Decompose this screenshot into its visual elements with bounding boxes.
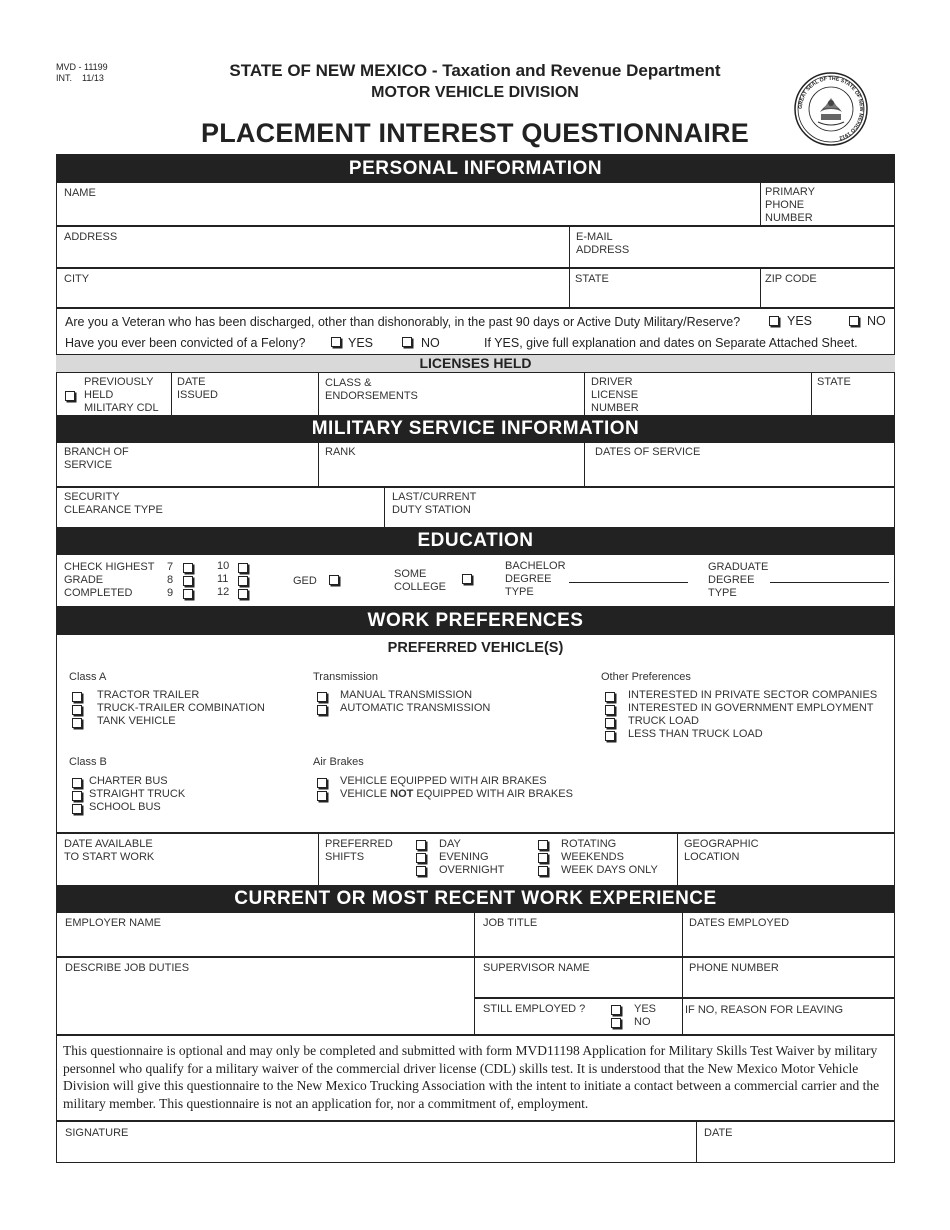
shift-weekends-checkbox[interactable] [538,853,548,863]
prev-held-cdl-checkbox[interactable] [65,391,75,401]
felony-question: Have you ever been convicted of a Felony? [65,336,306,350]
form-revision: INT. 11/13 [56,73,104,83]
disclaimer-text: This questionnaire is optional and may only be completed and submitted with form MVD11198 Application for Military Skills Test Waiver by military personnel who qualify for a military waiver of the commercial driver license (CDL) skills test. It is understood that the New Mexico Motor Vehicle Division will give this questionnaire to the New Mexico Trucking Association with the intent to initiate a contact between a commercial carrier and the military member. This questionnaire is not an application for, nor a commitment of, employment. [63,1043,880,1111]
page-title: PLACEMENT INTEREST QUESTIONNAIRE [201,118,749,148]
other-preferences-label: Other Preferences [601,671,691,683]
air-brakes-options: VEHICLE EQUIPPED WITH AIR BRAKES VEHICLE NOT EQUIPPED WITH AIR BRAKES [340,775,573,800]
preferred-vehicles-heading: PREFERRED VEHICLE(S) [387,640,564,656]
air-brakes-not-equipped-checkbox[interactable] [317,791,327,801]
rank-label: RANK [325,446,356,458]
class-a-options: TRACTOR TRAILER TRUCK-TRAILER COMBINATION TANK VEHICLE [97,689,265,727]
dates-of-service-label: DATES OF SERVICE [595,446,701,458]
transmission-options: MANUAL TRANSMISSION AUTOMATIC TRANSMISSION [340,689,491,714]
grade-10-checkbox[interactable] [238,563,248,573]
still-employed-options: YES NO [634,1003,657,1028]
air-brakes-equipped-checkbox[interactable] [317,778,327,788]
primary-phone-label: PRIMARY PHONE NUMBER [765,186,815,224]
felony-no-label: NO [421,336,440,350]
form-id [56,62,108,84]
branch-of-service-label: BRANCH OF SERVICE [64,446,129,471]
grade-7-checkbox[interactable] [183,563,193,573]
felony-note: If YES, give full explanation and dates on Separate Attached Sheet. [484,336,858,350]
some-college-checkbox[interactable] [462,574,472,584]
signature-label: SIGNATURE [65,1127,129,1139]
veteran-no-label: NO [867,314,886,328]
bachelor-degree-field[interactable] [569,582,688,583]
state-seal-logo [794,72,868,146]
class-b-label: Class B [69,756,107,768]
grades-col-2: 10 11 12 [217,560,230,598]
truck-load-checkbox[interactable] [605,718,615,728]
zip-code-label: ZIP CODE [765,273,817,285]
still-employed-label: STILL EMPLOYED ? [483,1003,586,1015]
city-label: CITY [64,273,90,285]
automatic-transmission-checkbox[interactable] [317,705,327,715]
class-endorsements-label: CLASS & ENDORSEMENTS [325,377,418,402]
security-clearance-label: SECURITY CLEARANCE TYPE [64,491,163,516]
tractor-trailer-checkbox[interactable] [72,692,82,702]
still-employed-yes-checkbox[interactable] [611,1005,621,1015]
veteran-no-checkbox[interactable] [849,316,859,326]
charter-bus-checkbox[interactable] [72,778,82,788]
duty-station-label: LAST/CURRENT DUTY STATION [392,491,477,516]
truck-trailer-combination-checkbox[interactable] [72,705,82,715]
agency-line-1: STATE OF NEW MEXICO - Taxation and Revenue Department [229,61,721,80]
agency-line-2: MOTOR VEHICLE DIVISION [371,84,579,101]
grade-11-checkbox[interactable] [238,576,248,586]
license-state-label: STATE [817,376,851,388]
highest-grade-label: CHECK HIGHEST GRADE COMPLETED [64,561,155,599]
graduate-degree-field[interactable] [770,582,889,583]
class-b-options: CHARTER BUS STRAIGHT TRUCK SCHOOL BUS [89,775,186,813]
section-military-heading: MILITARY SERVICE INFORMATION [56,415,895,443]
prev-held-cdl-label: PREVIOUSLY HELD MILITARY CDL [84,376,159,414]
grade-8-checkbox[interactable] [183,576,193,586]
grade-9-checkbox[interactable] [183,589,193,599]
manual-transmission-checkbox[interactable] [317,692,327,702]
shift-overnight-checkbox[interactable] [416,866,426,876]
supervisor-name-label: SUPERVISOR NAME [483,962,590,974]
section-personal-heading: PERSONAL INFORMATION [56,154,895,183]
shift-day-checkbox[interactable] [416,840,426,850]
job-title-label: JOB TITLE [483,917,538,929]
less-than-truck-load-checkbox[interactable] [605,731,615,741]
date-available-label: DATE AVAILABLE TO START WORK [64,838,155,863]
employer-name-label: EMPLOYER NAME [65,917,161,929]
school-bus-checkbox[interactable] [72,804,82,814]
dates-employed-label: DATES EMPLOYED [689,917,790,929]
form-number: MVD - 11199 [56,62,108,72]
grade-12-checkbox[interactable] [238,589,248,599]
section-licenses-heading: LICENSES HELD [56,354,895,373]
shift-rotating-checkbox[interactable] [538,840,548,850]
phone-number-label: PHONE NUMBER [689,962,779,974]
veteran-question: Are you a Veteran who has been discharged, other than dishonorably, in the past 90 days or Active Duty Military/Reserve? [65,315,741,329]
job-duties-label: DESCRIBE JOB DUTIES [65,962,190,974]
section-education-heading: EDUCATION [56,527,895,555]
government-employment-checkbox[interactable] [605,705,615,715]
shifts-col-2: ROTATING WEEKENDS WEEK DAYS ONLY [561,838,658,876]
transmission-label: Transmission [313,671,378,683]
felony-yes-checkbox[interactable] [331,337,341,347]
geographic-location-label: GEOGRAPHIC LOCATION [684,838,759,863]
section-work-heading: WORK PREFERENCES [56,606,895,635]
ged-label: GED [293,575,317,587]
preferred-shifts-label: PREFERRED SHIFTS [325,838,393,863]
email-label: E-MAIL ADDRESS [576,231,630,256]
reason-for-leaving-label: IF NO, REASON FOR LEAVING [685,1004,844,1016]
ged-checkbox[interactable] [329,575,339,585]
shift-weekdays-checkbox[interactable] [538,866,548,876]
address-label: ADDRESS [64,231,118,243]
veteran-yes-checkbox[interactable] [769,316,779,326]
date-issued-label: DATE ISSUED [177,376,218,401]
straight-truck-checkbox[interactable] [72,791,82,801]
shift-evening-checkbox[interactable] [416,853,426,863]
name-label: NAME [64,187,96,199]
veteran-yes-label: YES [787,314,813,328]
some-college-label: SOME COLLEGE [394,568,446,593]
felony-yes-label: YES [348,336,374,350]
felony-no-checkbox[interactable] [402,337,412,347]
tank-vehicle-checkbox[interactable] [72,718,82,728]
section-experience-heading: CURRENT OR MOST RECENT WORK EXPERIENCE [56,885,895,913]
still-employed-no-checkbox[interactable] [611,1018,621,1028]
driver-license-number-label: DRIVER LICENSE NUMBER [591,376,639,414]
private-sector-checkbox[interactable] [605,692,615,702]
graduate-degree-label: GRADUATE DEGREE TYPE [708,561,769,599]
shifts-col-1: DAY EVENING OVERNIGHT [439,838,505,876]
signature-date-label: DATE [704,1127,733,1139]
bachelor-degree-label: BACHELOR DEGREE TYPE [505,560,566,598]
state-label: STATE [575,273,609,285]
other-preferences-options: INTERESTED IN PRIVATE SECTOR COMPANIES INTERESTED IN GOVERNMENT EMPLOYMENT TRUCK LOAD LESS THAN TRUCK LOAD [628,689,878,740]
svg-text:GREAT SEAL OF THE STATE OF NEW: GREAT SEAL OF THE STATE OF NEW MEXICO 1912 [797,75,865,141]
air-brakes-label: Air Brakes [313,756,364,768]
grades-col-1: 7 8 9 [167,561,174,599]
class-a-label: Class A [69,671,107,683]
